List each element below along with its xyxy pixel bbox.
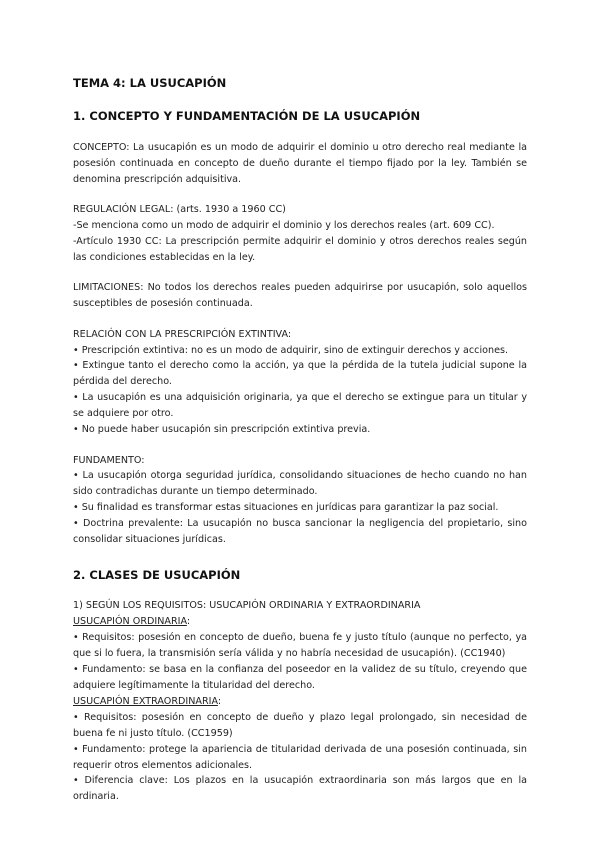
extraordinaria-label: USUCAPIÓN EXTRAORDINARIA (73, 695, 218, 707)
relacion-bullet: • La usucapión es una adquisición originaria, ya que el derecho se extingue para un titular y se adquiere por otro. (73, 392, 527, 420)
fundamento-bullet: • Doctrina prevalente: La usucapión no busca sancionar la negligencia del propietario, sino consolidar situaciones jurídicas. (73, 518, 527, 546)
ordinaria-label-suffix: : (186, 616, 191, 628)
extraordinaria-label-suffix: : (217, 695, 222, 707)
regulacion-line: -Artículo 1930 CC: La prescripción permite adquirir el dominio y otros derechos reales según las condiciones establecidas en la ley. (73, 236, 527, 263)
section-2-heading: 2. CLASES DE USUCAPIÓN (73, 568, 241, 583)
clases-subheading: 1) SEGÚN LOS REQUISITOS: USUCAPIÓN ORDINARIA Y EXTRAORDINARIA (73, 600, 421, 612)
extraordinaria-label-line (73, 694, 527, 710)
ordinaria-label-line (73, 614, 527, 630)
relacion-bullet: • No puede haber usucapión sin prescripción extintiva previa. (73, 424, 371, 436)
limitaciones-paragraph: LIMITACIONES: No todos los derechos reales pueden adquirirse por usucapión, solo aquellos susceptibles de posesión continuada. (73, 282, 527, 310)
relacion-bullet: • Extingue tanto el derecho como la acción, ya que la pérdida de la tutela judicial supone la pérdida del derecho. (73, 360, 527, 388)
relacion-label: RELACIÓN CON LA PRESCRIPCIÓN EXTINTIVA: (73, 328, 292, 340)
extraordinaria-bullet: • Fundamento: protege la apariencia de titularidad derivada de una posesión continuada, sin requerir otros elementos adicionales. (73, 743, 527, 771)
extraordinaria-bullet: • Diferencia clave: Los plazos en la usucapión extraordinaria son más largos que en la ordinaria. (73, 775, 527, 803)
ordinaria-label: USUCAPIÓN ORDINARIA (73, 616, 187, 628)
ordinaria-bullet: • Fundamento: se basa en la confianza del poseedor en la validez de su título, creyendo que adquiere legítimamente la titularidad del derecho. (73, 664, 527, 691)
relacion-bullet: • Prescripción extintiva: no es un modo de adquirir, sino de extinguir derechos y acciones. (73, 344, 509, 356)
fundamento-bullet: • Su finalidad es transformar estas situaciones en jurídicas para garantizar la paz social. (73, 502, 499, 514)
fundamento-label: FUNDAMENTO: (73, 454, 145, 466)
section-1-heading: 1. CONCEPTO Y FUNDAMENTACIÓN DE LA USUCAPIÓN (73, 109, 421, 123)
fundamento-bullet: • La usucapión otorga seguridad jurídica, consolidando situaciones de hecho cuando no han sido contradichas durante un tiempo determinado. (73, 470, 527, 498)
ordinaria-bullet: • Requisitos: posesión en concepto de dueño, buena fe y justo título (aunque no perfecto, ya que si lo fuera, la transmisión sería válida y no habría necesidad de usucapión). (CC1940) (73, 632, 527, 660)
extraordinaria-bullet: • Requisitos: posesión en concepto de dueño y plazo legal prolongado, sin necesidad de buena fe ni justo título. (CC1959) (73, 711, 527, 739)
concepto-paragraph: CONCEPTO: La usucapión es un modo de adquirir el dominio u otro derecho real mediante la posesión continuada en concepto de dueño durante el tiempo fijado por la ley. También se denomina prescripción adquisitiva. (73, 142, 527, 185)
regulacion-line: -Se menciona como un modo de adquirir el dominio y los derechos reales (art. 609 CC). (73, 220, 495, 232)
regulacion-label: REGULACIÓN LEGAL: (arts. 1930 a 1960 CC) (73, 204, 286, 216)
document-title: TEMA 4: LA USUCAPIÓN (73, 76, 227, 90)
